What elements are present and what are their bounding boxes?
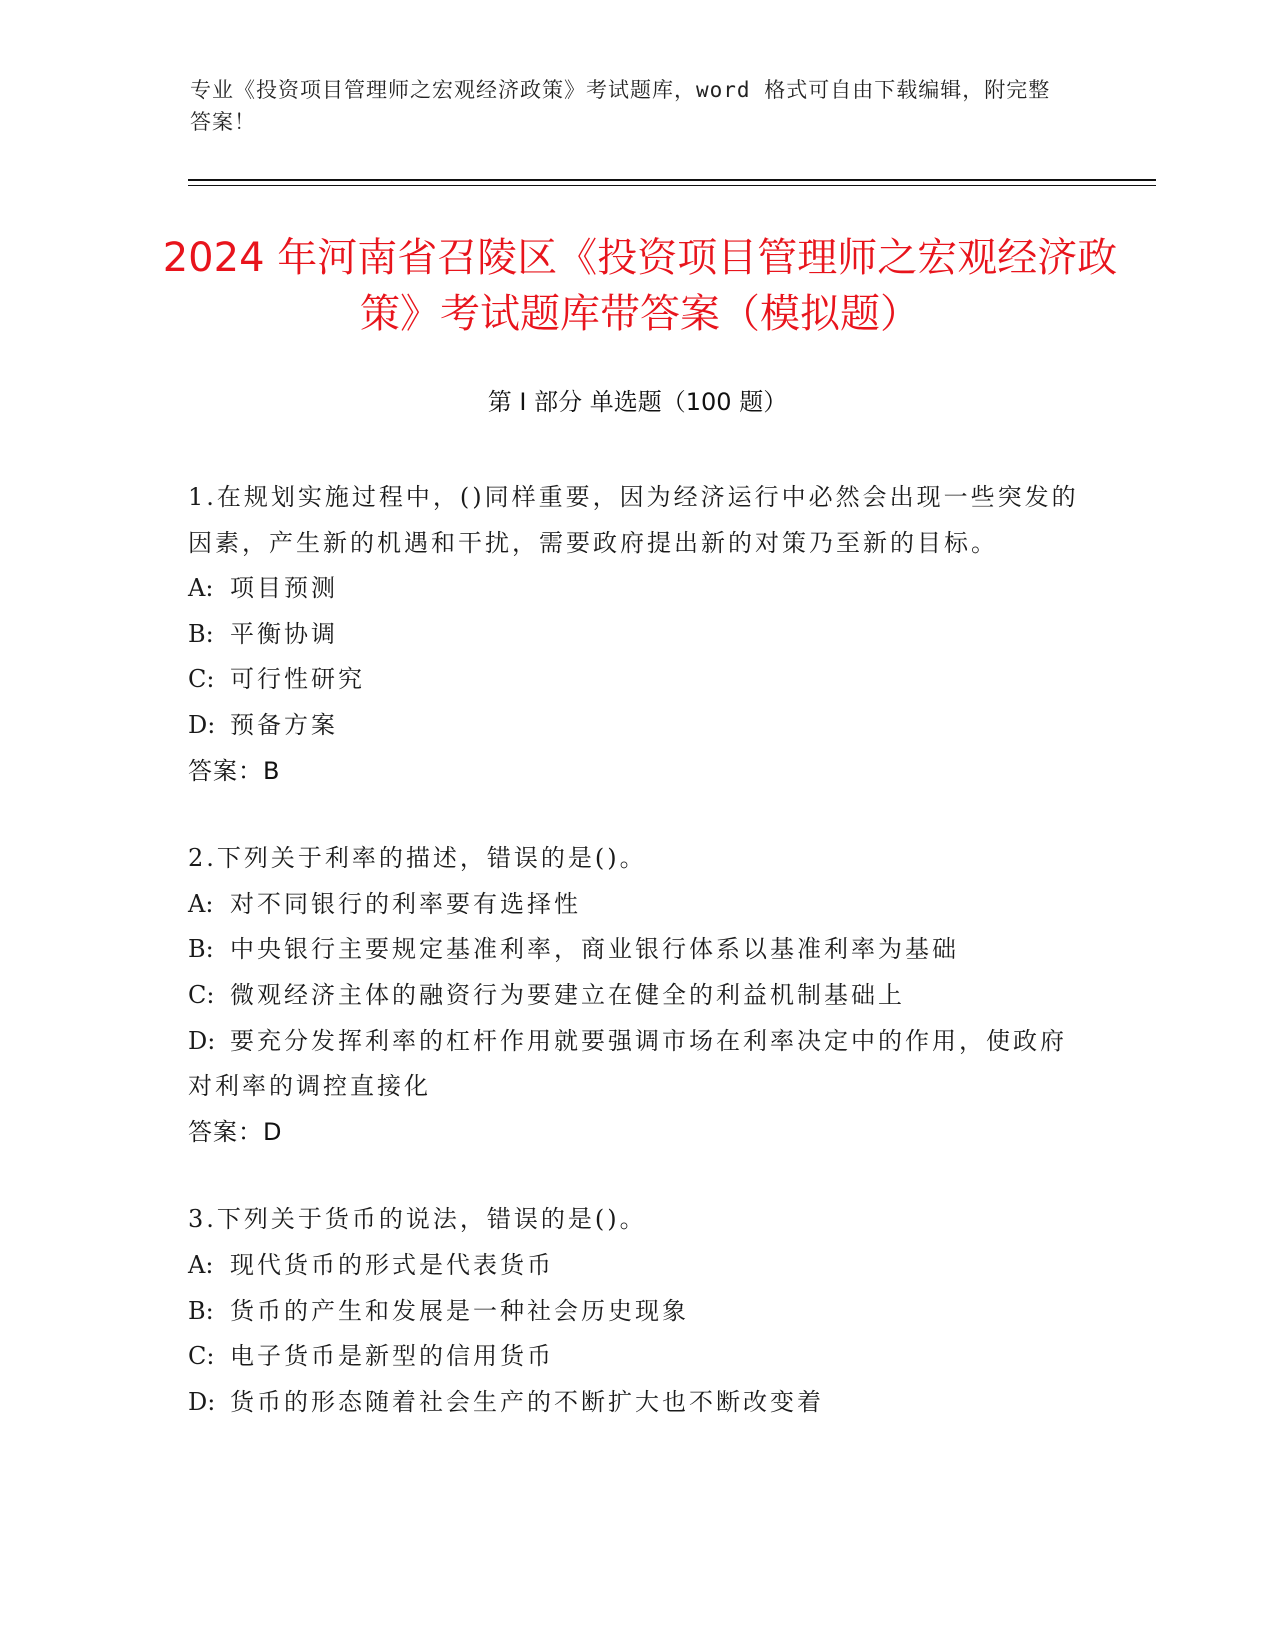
question-list [188,475,1088,1467]
option-c [188,1334,1088,1380]
option-text: 可行性研究 [230,665,365,694]
option-letter: B: [188,1296,214,1325]
option-text: 预备方案 [230,710,338,739]
option-letter: B: [188,935,214,964]
option-b [188,1289,1088,1335]
option-d [188,1380,1088,1426]
option-text: 要充分发挥利率的杠杆作用就要强调市场在利率决定中的作用，使政府对利率的调控直接化 [188,1026,1067,1101]
option-d [188,1019,1088,1110]
question-1 [188,475,1088,794]
option-text: 货币的产生和发展是一种社会历史现象 [230,1296,689,1325]
option-letter: C: [188,665,215,694]
option-c [188,657,1088,703]
header-note: 专业《投资项目管理师之宏观经济政策》考试题库，word 格式可自由下载编辑，附完整答案！ [190,78,1051,134]
option-letter: C: [188,1342,215,1371]
option-letter: A: [188,889,214,918]
option-text: 项目预测 [230,574,338,603]
option-letter: B: [188,619,214,648]
answer: 答案：B [188,756,281,785]
option-text: 平衡协调 [230,619,338,648]
option-text: 电子货币是新型的信用货币 [230,1342,554,1371]
option-a [188,566,1088,612]
answer: 答案：D [188,1117,283,1146]
option-b [188,927,1088,973]
option-letter: A: [188,1250,214,1279]
option-text: 货币的形态随着社会生产的不断扩大也不断改变着 [230,1387,824,1416]
header-rule-thin [188,185,1156,186]
option-text: 对不同银行的利率要有选择性 [230,889,581,918]
option-text: 微观经济主体的融资行为要建立在健全的利益机制基础上 [230,980,905,1009]
section-title: 第 I 部分 单选题（100 题） [487,388,788,416]
option-a [188,1243,1088,1289]
question-3 [188,1197,1088,1425]
option-letter: D: [188,1387,216,1416]
option-d [188,703,1088,749]
option-b [188,612,1088,658]
option-letter: C: [188,980,215,1009]
option-letter: A: [188,574,214,603]
option-a [188,882,1088,928]
question-stem: 3.下列关于货币的说法，错误的是()。 [188,1205,647,1234]
option-letter: D: [188,710,216,739]
question-stem: 2.下列关于利率的描述，错误的是()。 [188,844,647,873]
option-text: 中央银行主要规定基准利率，商业银行体系以基准利率为基础 [230,935,959,964]
question-2 [188,836,1088,1155]
option-letter: D: [188,1026,216,1055]
header-rule-thick [188,179,1156,181]
option-c [188,973,1088,1019]
question-stem: 1.在规划实施过程中，()同样重要，因为经济运行中必然会出现一些突发的因素，产生新的机遇和干扰，需要政府提出新的对策乃至新的目标。 [188,483,1079,557]
option-text: 现代货币的形式是代表货币 [230,1250,554,1279]
document-title: 2024 年河南省召陵区《投资项目管理师之宏观经济政策》考试题库带答案（模拟题） [162,235,1118,337]
